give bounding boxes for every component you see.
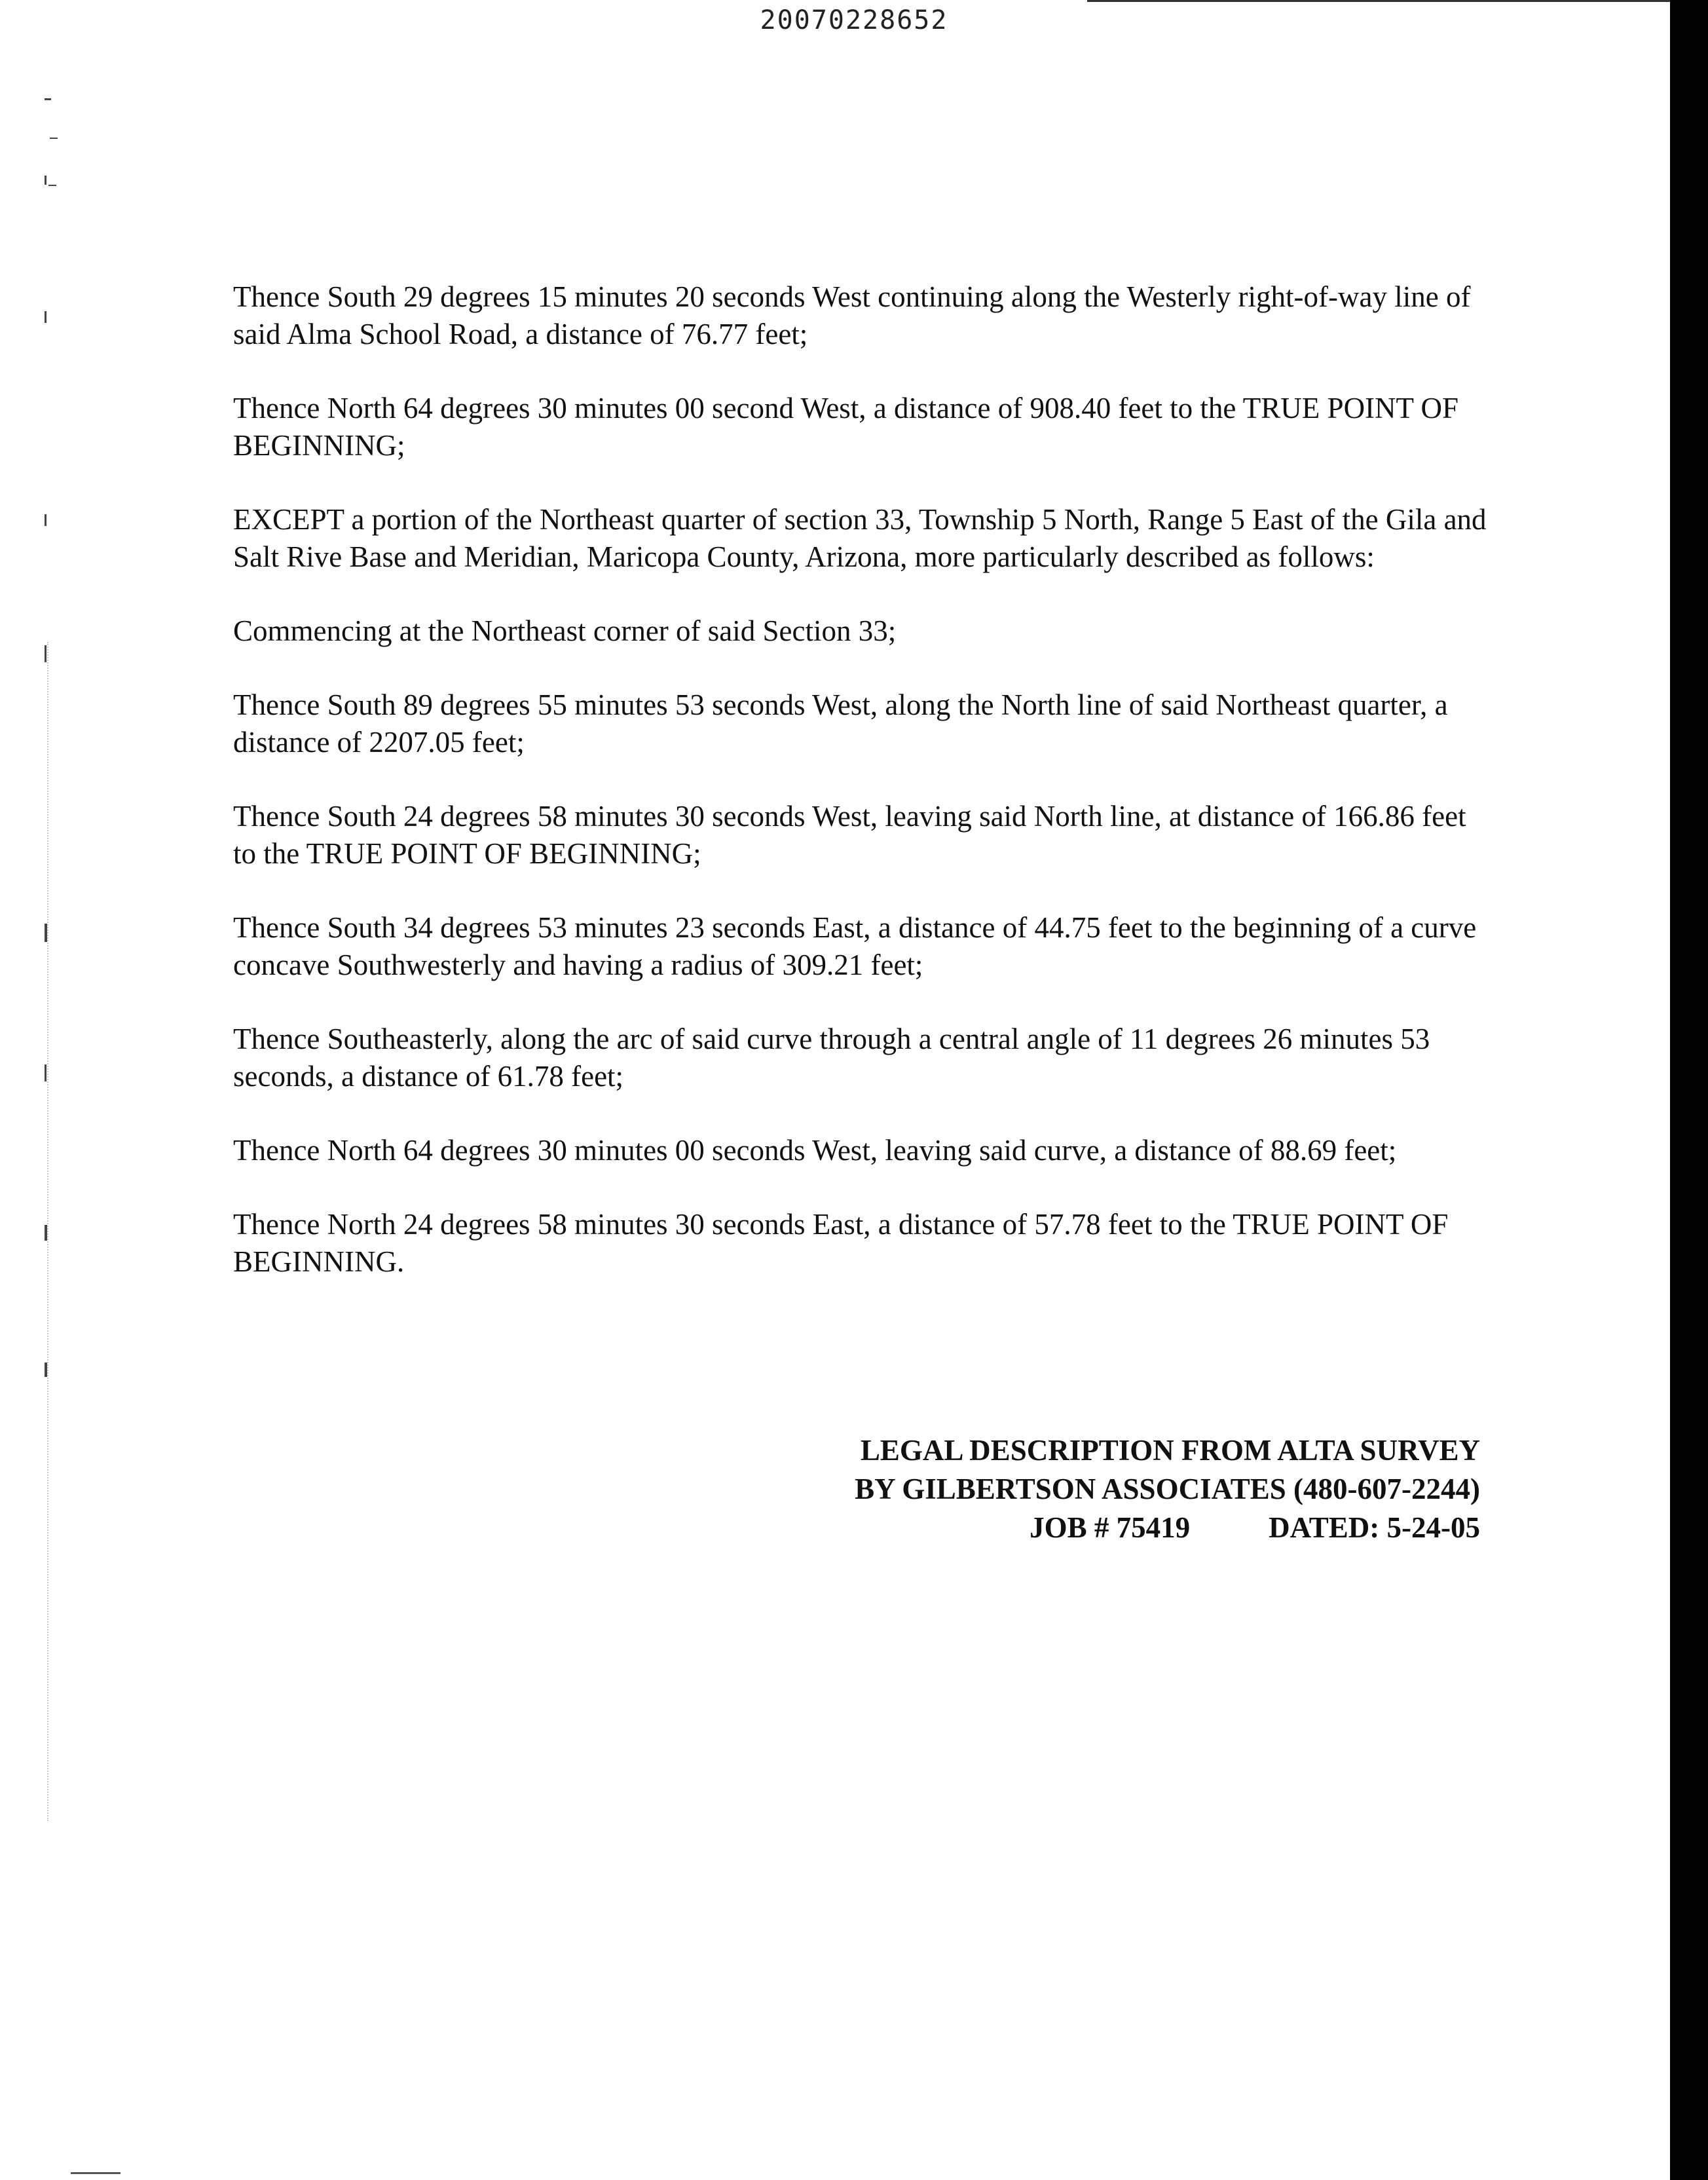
paragraph: Commencing at the Northeast corner of said Section 33; <box>233 614 897 647</box>
margin-mark <box>45 924 47 942</box>
margin-mark <box>45 645 46 662</box>
margin-mark <box>45 176 46 185</box>
signature-line-surveyor: BY GILBERTSON ASSOCIATES (480-607-2244) <box>855 1473 1480 1505</box>
paragraph: Thence North 24 degrees 58 minutes 30 seconds East, a distance of 57.78 feet to the TRUE POINT OF BEGINNING. <box>233 1208 1449 1278</box>
paragraph: Thence South 89 degrees 55 minutes 53 seconds West, along the North line of said Northeast quarter, a distance of 2207.05 feet; <box>233 688 1448 759</box>
margin-mark <box>50 138 58 139</box>
scan-top-rule <box>1087 0 1670 2</box>
paragraph: Thence North 64 degrees 30 minutes 00 seconds West, leaving said curve, a distance of 88.69 feet; <box>233 1134 1397 1167</box>
document-number: 20070228652 <box>760 5 948 35</box>
paragraph: Thence South 34 degrees 53 minutes 23 seconds East, a distance of 44.75 feet to the beginning of a curve concave Southwesterly and having a radius of 309.21 feet; <box>233 911 1477 981</box>
signature-line-job <box>855 1509 1480 1547</box>
signature-line-title: LEGAL DESCRIPTION FROM ALTA SURVEY <box>860 1434 1480 1467</box>
scan-bottom-rule <box>71 2172 121 2174</box>
margin-mark <box>45 1064 46 1081</box>
margin-mark <box>45 1362 47 1377</box>
paragraph: Thence Southeasterly, along the arc of said curve through a central angle of 11 degrees 26 minutes 53 seconds, a distance of 61.78 feet; <box>233 1023 1430 1093</box>
survey-date: DATED: 5-24-05 <box>1269 1511 1480 1544</box>
job-number: JOB # 75419 <box>1030 1511 1191 1544</box>
margin-mark <box>45 514 46 526</box>
margin-mark <box>45 98 51 100</box>
survey-signature-block <box>855 1431 1480 1547</box>
scan-right-edge <box>1670 0 1708 2180</box>
scan-binding-line <box>47 642 50 1821</box>
margin-mark <box>45 1225 47 1241</box>
paragraph: Thence South 24 degrees 58 minutes 30 seconds West, leaving said North line, at distance of 166.86 feet to the TRUE POINT OF BEGINNING; <box>233 800 1466 870</box>
paragraph: EXCEPT a portion of the Northeast quarter of section 33, Township 5 North, Range 5 East of the Gila and Salt Rive Base and Meridian, Maricopa County, Arizona, more particularly described as follows: <box>233 503 1487 573</box>
paragraph: Thence South 29 degrees 15 minutes 20 seconds West continuing along the Westerly right-of-way line of said Alma School Road, a distance of 76.77 feet; <box>233 280 1471 350</box>
margin-mark <box>45 311 46 323</box>
legal-description-body <box>233 278 1491 1317</box>
paragraph: Thence North 64 degrees 30 minutes 00 second West, a distance of 908.40 feet to the TRUE POINT OF BEGINNING; <box>233 392 1458 462</box>
margin-mark <box>48 185 56 186</box>
